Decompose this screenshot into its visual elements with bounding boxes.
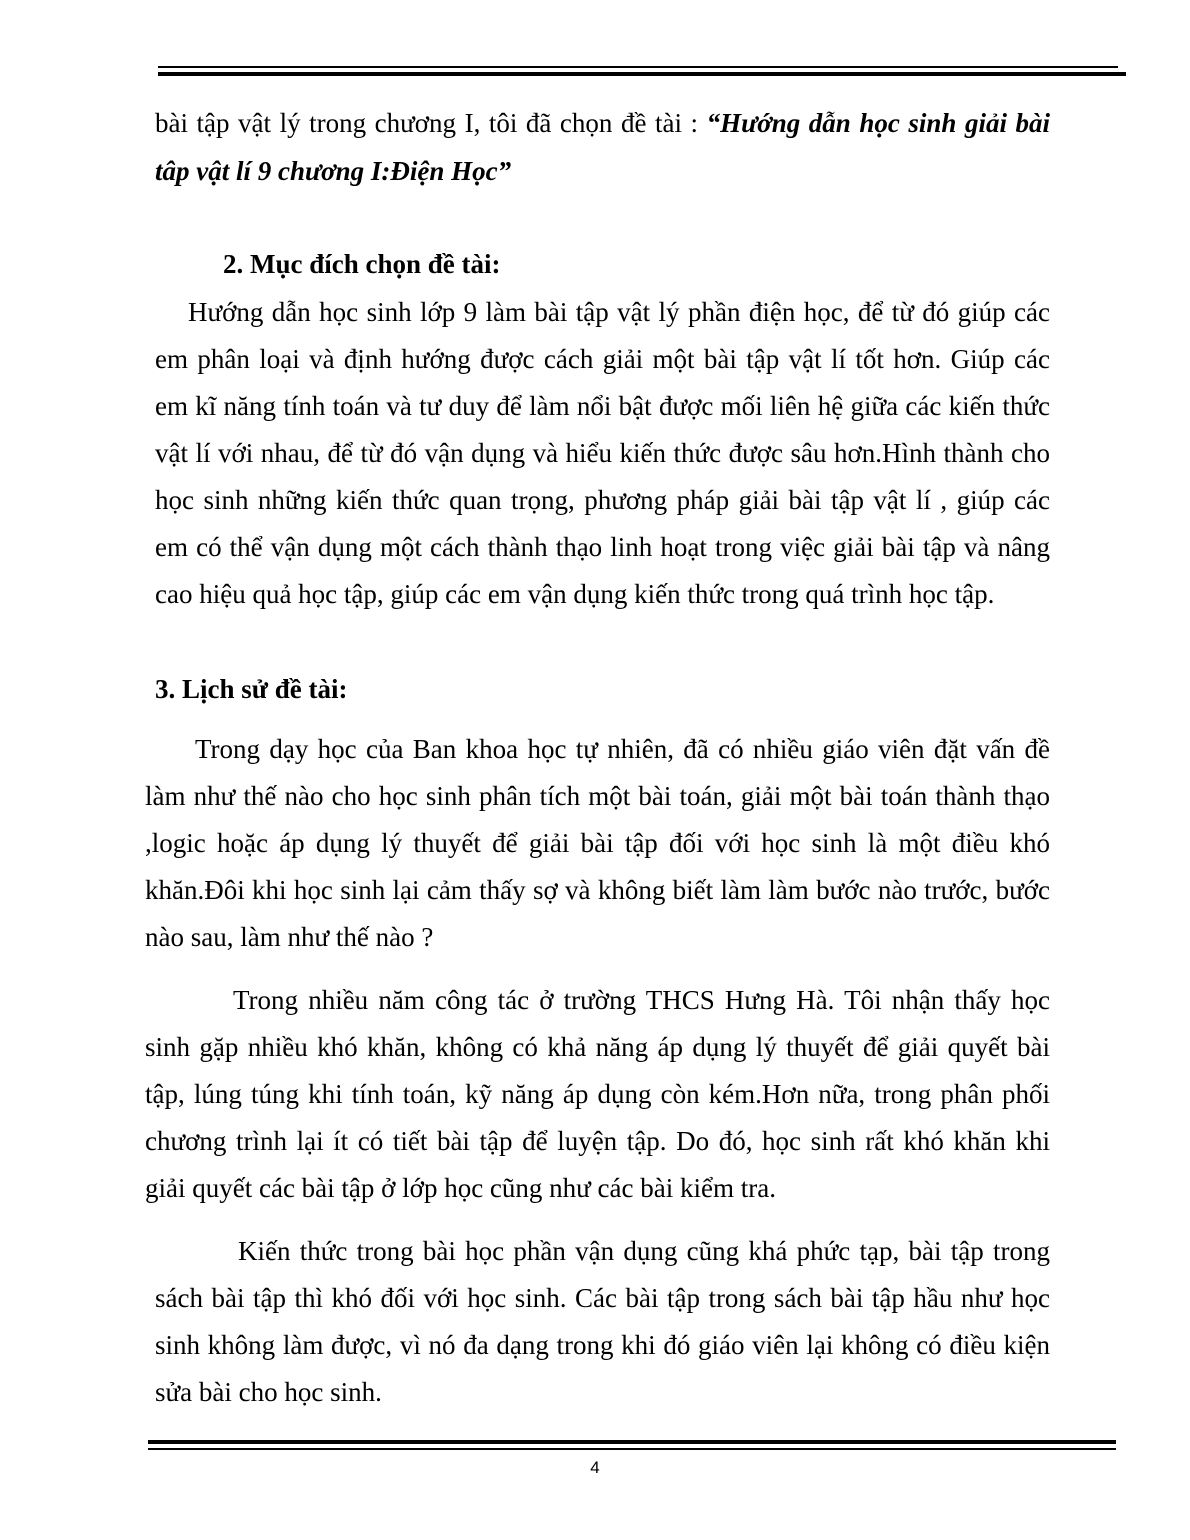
section-2-line: cao hiệu quả học tập, giúp các em vận dụng kiến thức trong quá trình học tập.	[155, 579, 995, 609]
section-3-para-3-line: sửa bài cho học sinh.	[155, 1377, 382, 1407]
section-3-para-2-line: sinh gặp nhiều khó khăn, không có khả năng áp dụng lý thuyết để giải quyết bài	[145, 1032, 1050, 1062]
intro-title-part-1: “Hướng dẫn học sinh giải bài	[706, 108, 1051, 138]
section-3-para-1-line: khăn.Đôi khi học sinh lại cảm thấy sợ và không biết làm làm bước nào trước, bước	[145, 875, 1050, 905]
footer-rule-thick	[148, 1440, 1116, 1444]
intro-line-1	[155, 107, 1050, 139]
section-2-line: học sinh những kiến thức quan trọng, phương pháp giải bài tập vật lí , giúp các	[155, 485, 1050, 515]
intro-title-part-2: tâp vật lí 9 chương I:Điện Học”	[155, 156, 512, 186]
intro-line-1-prefix: bài tập vật lý trong chương I, tôi đã chọn đề tài :	[155, 108, 707, 138]
section-3-para-3-line: Kiến thức trong bài học phần vận dụng cũng khá phức tạp, bài tập trong	[238, 1236, 1050, 1266]
section-3-para-1-line: nào sau, làm như thế nào ?	[145, 922, 434, 952]
section-2-line: em kĩ năng tính toán và tư duy để làm nổi bật được mối liên hệ giữa các kiến thức	[155, 391, 1050, 421]
section-3-para-1-line: Trong dạy học của Ban khoa học tự nhiên, đã có nhiều giáo viên đặt vấn đề	[195, 734, 1050, 764]
section-3-para-2-line: giải quyết các bài tập ở lớp học cũng như các bài kiểm tra.	[145, 1173, 776, 1203]
section-2-heading: 2. Mục đích chọn đề tài:	[223, 249, 501, 279]
section-3-para-2-line: chương trình lại ít có tiết bài tập để luyện tập. Do đó, học sinh rất khó khăn khi	[145, 1126, 1050, 1156]
section-2-line: Hướng dẫn học sinh lớp 9 làm bài tập vật lý phần điện học, để từ đó giúp các	[188, 297, 1050, 327]
section-3-para-1-line: ,logic hoặc áp dụng lý thuyết để giải bài tập đối với học sinh là một điều khó	[145, 828, 1050, 858]
section-3-para-3-line: sinh không làm được, vì nó đa dạng trong khi đó giáo viên lại không có điều kiện	[155, 1330, 1050, 1360]
footer-rule-thin	[148, 1448, 1116, 1450]
section-3-heading: 3. Lịch sử đề tài:	[155, 674, 348, 704]
section-3-para-3-line: sách bài tập thì khó đối với học sinh. Các bài tập trong sách bài tập hầu như học	[155, 1283, 1050, 1313]
section-2-line: em phân loại và định hướng được cách giải một bài tập vật lí tốt hơn. Giúp các	[155, 344, 1050, 374]
section-3-para-2-line: Trong nhiều năm công tác ở trường THCS Hưng Hà. Tôi nhận thấy học	[233, 985, 1050, 1015]
section-2-line: em có thể vận dụng một cách thành thạo linh hoạt trong việc giải bài tập và nâng	[155, 532, 1050, 562]
page-number: 4	[590, 1458, 600, 1477]
section-2-line: vật lí với nhau, để từ đó vận dụng và hiểu kiến thức được sâu hơn.Hình thành cho	[155, 438, 1050, 468]
section-3-para-1-line: làm như thế nào cho học sinh phân tích một bài toán, giải một bài toán thành thạo	[145, 781, 1050, 811]
section-3-para-2-line: tập, lúng túng khi tính toán, kỹ năng áp dụng còn kém.Hơn nữa, trong phân phối	[145, 1079, 1050, 1109]
